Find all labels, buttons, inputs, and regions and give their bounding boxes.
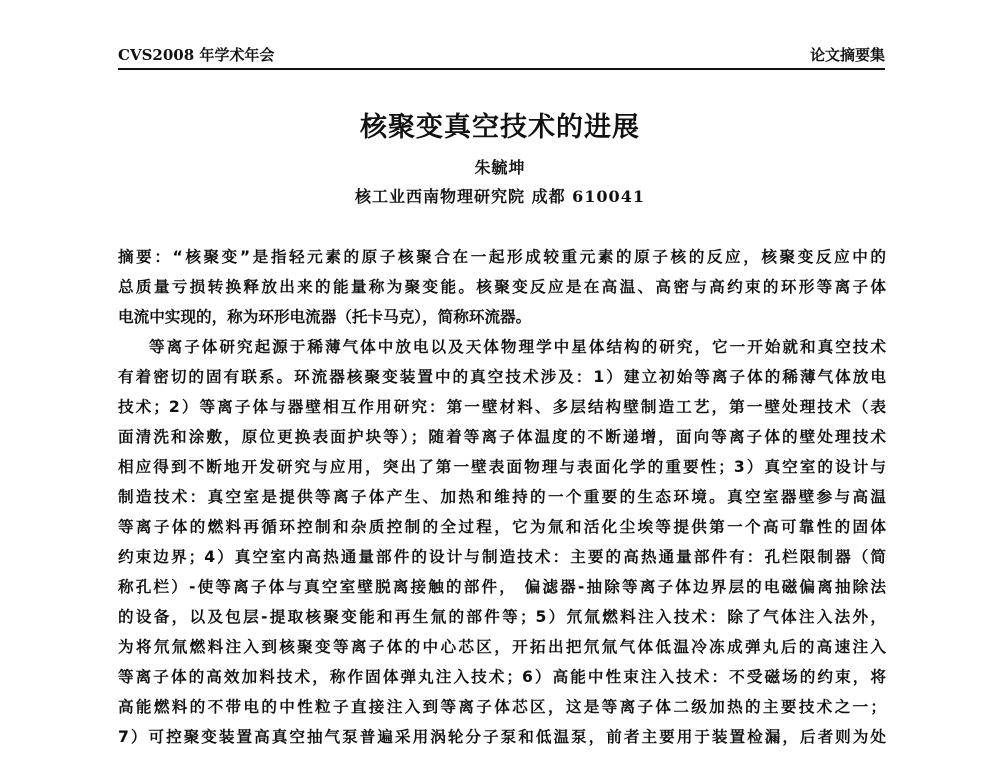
author-name: 朱毓坤: [474, 158, 526, 177]
body-line: 高能燃料的不带电的中性粒子直接注入到等离子体芯区，这是等离子体二级加热的主要技术之一；: [118, 698, 886, 716]
body-line: 制造技术：真空室是提供等离子体产生、加热和维持的一个重要的生态环境。真空室器壁参与高温: [118, 488, 886, 506]
body-line: 约束边界；4）真空室内高热通量部件的设计与制造技术：主要的高热通量部件有：孔栏限制器（简: [118, 548, 886, 566]
body-line: 的设备，以及包层-提取核聚变能和再生氚的部件等；5）氘氚燃料注入技术：除了气体注入法外，: [118, 608, 886, 626]
body-line: 电流中实现的，称为环形电流器（托卡马克），简称环流器。: [118, 308, 532, 326]
body-line: 摘要：“核聚变”是指轻元素的原子核聚合在一起形成较重元素的原子核的反应，核聚变反应中的: [118, 248, 886, 266]
body-line: 为将氘氚燃料注入到核聚变等离子体的中心芯区，开拓出把氘氚气体低温冷冻成弹丸后的高速注入: [118, 638, 886, 656]
paper-title: 核聚变真空技术的进展: [360, 112, 640, 143]
abstract-body: [118, 242, 886, 752]
body-line: 等离子体的燃料再循环控制和杂质控制的全过程，它为氚和活化尘埃等提供第一个高可靠性的固体: [118, 518, 886, 536]
body-line: 称孔栏）-使等离子体与真空室壁脱离接触的部件， 偏滤器-抽除等离子体边界层的电磁偏离抽除法: [118, 578, 886, 596]
header-collection: 论文摘要集: [809, 46, 885, 64]
body-line: 技术；2）等离子体与器壁相互作用研究：第一壁材料、多层结构壁制造工艺，第一壁处理技术（表: [118, 398, 886, 416]
body-line: 等离子体的高效加料技术，称作固体弹丸注入技术；6）高能中性束注入技术：不受磁场的约束，将: [118, 668, 886, 686]
body-line: 7）可控聚变装置高真空抽气泵普遍采用涡轮分子泵和低温泵，前者主要用于装置检漏，后者则为处: [118, 728, 886, 746]
body-line: 等离子体研究起源于稀薄气体中放电以及天体物理学中星体结构的研究，它一开始就和真空技术: [149, 338, 886, 356]
body-line: 面清洗和涂敷，原位更换表面护块等）；随着等离子体温度的不断递增，面向等离子体的壁处理技术: [118, 428, 886, 446]
author-affiliation: 核工业西南物理研究院 成都 610041: [355, 187, 645, 206]
header-conference: CVS2008 年学术年会: [118, 46, 275, 64]
running-header: [118, 40, 885, 70]
body-line: 相应得到不断地开发研究与应用，突出了第一壁表面物理与表面化学的重要性；3）真空室的设计与: [118, 458, 886, 476]
body-line: 有着密切的固有联系。环流器核聚变装置中的真空技术涉及：1）建立初始等离子体的稀薄气体放电: [118, 368, 886, 386]
body-line: 总质量亏损转换释放出来的能量称为聚变能。核聚变反应是在高温、高密与高约束的环形等离子体: [118, 278, 886, 296]
